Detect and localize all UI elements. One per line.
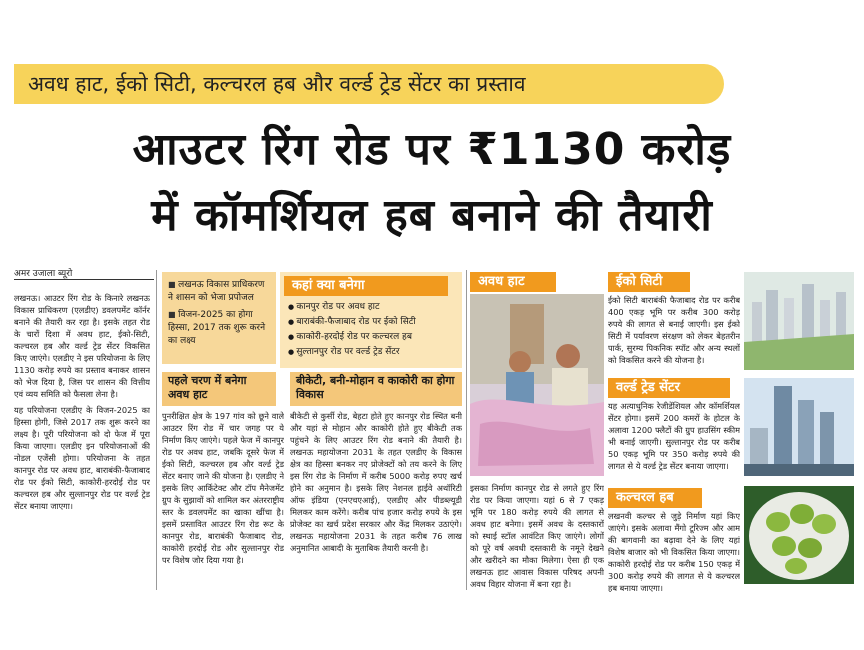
- kicker-banner: [14, 64, 724, 104]
- eco-city-art: [744, 272, 854, 370]
- lead-paragraph-2: यह परियोजना एलडीए के विजन-2025 का हिस्सा होगी, जिसे 2017 तक शुरू करने का लक्ष्य है। पूरी परियोजना को दो फेज में पूरा किया जाएगा। एलडीए इन परियोजनाओं की नोडल एजेंसी होगा। परियोजना के तहत कानपुर रोड पर अवध हाट, बाराबंकी-फैजाबाद रोड पर ईको सिटी, काकोरी-हरदोई रोड पर कल्चरल हब और सुल्तानपुर रोड पर वर्ल्ड ट्रेड सेंटर बनाया जाएगा।: [14, 405, 150, 511]
- wtc-body: यह अत्याधुनिक रेजीडेंशियल और कॉमर्शियल सेंटर होगा। इसमें 200 कमरों के होटल के अलावा 1200 फ्लैटों की ग्रुप हाउसिंग स्कीम भी बनाई जाएगी। सुल्तानपुर रोड पर करीब 50 एकड़ भूमि पर 350 करोड़ रुपये की लागत से ये वर्ल्ड ट्रेड सेंटर बनाया जाएगा।: [608, 401, 740, 471]
- phase1-header: [162, 372, 276, 406]
- kicker-text: अवध हाट, ईको सिटी, कल्चरल हब और वर्ल्ड ट्रेड सेंटर का प्रस्ताव: [28, 72, 526, 96]
- bkt-title: बीकेटी, बनी-मोहान व काकोरी का होगा विकास: [296, 374, 455, 401]
- culture-tag: कल्चरल हब: [608, 488, 702, 508]
- where-tag: कहां क्या बनेगा: [284, 276, 448, 296]
- mangoes-photo: [744, 486, 854, 584]
- note-item: ■ लखनऊ विकास प्राधिकरण ने शासन को भेजा प्रपोजल: [168, 278, 272, 305]
- culture-body: लखनवी कल्चर से जुड़े निर्माण यहां किए जाएंगे। इसके अलावा मैंगो टूरिज्म और आम की बागवानी का बढ़ावा देने के लिए यहां विशेष बाजार को भी विकसित किया जाएगा। काकोरी हरदोई रोड पर करीब 150 एकड़ में 300 करोड़ रुपये की लागत से ये कल्चरल हब बनाया जाएगा।: [608, 511, 740, 592]
- bkt-header: [290, 372, 462, 406]
- notes-box: [162, 272, 276, 364]
- eco-body: ईको सिटी बाराबंकी फैजाबाद रोड पर करीब 400 एकड़ भूमि पर करीब 300 करोड़ रुपये की लागत से बनाई जाएगी। इस ईको सिटी में पर्यावरण संरक्षण को लेकर बेहतरीन पार्क, सुरम्य पिकनिक स्पॉट और अन्य स्थलों को विकसित करने की योजना है।: [608, 295, 740, 365]
- where-item: ● सुल्तानपुर रोड पर वर्ल्ड ट्रेड सेंटर: [288, 345, 460, 360]
- awadh-tag: अवध हाट: [470, 272, 556, 292]
- artisans-photo: [470, 294, 604, 476]
- column-divider: [156, 270, 157, 590]
- bkt-body: बीकेटी से कुर्सी रोड, बेहटा होते हुए कानपुर रोड स्थित बनी और यहां से मोहान और काकोरी होते हुए बीकेटी तक पहुंचने के लिए आउटर रिंग रोड बनाने की तैयारी है। लखनऊ महायोजना 2031 के तहत एलडीए के विकास क्षेत्र का हिस्सा बनकर नए प्रोजेक्टों को तय करने के लिए इस रिंग रोड के निर्माण में करीब 5000 करोड़ रुपए खर्च होने का अनुमान है। इसके लिए नेशनल हाईवे अथॉरिटी ऑफ इंडिया (एनएचएआई), एलडीए और पीडब्ल्यूडी मिलकर काम करेंगे। करीब पांच हजार करोड़ रुपये के इस प्रोजेक्ट का खर्च प्रदेश सरकार और केंद्र मिलकर उठाएंगे। लखनऊ महायोजना 2031 के तहत करीब 76 लाख अनुमानित आबादी के मुताबिक तैयारी करनी है।: [290, 411, 462, 553]
- wtc-render: [744, 378, 854, 476]
- eco-city-render: [744, 272, 854, 370]
- awadh-body: इसका निर्माण कानपुर रोड से लगते हुए रिंग रोड पर किया जाएगा। यहां 6 से 7 एकड़ भूमि पर 180 करोड़ रुपये की लागत से अवध हाट बनेगा। इसमें अवध के दस्तकारों को स्थाई स्टॉल आवंटित किए जाएंगे। लोगों को पूरे वर्ष अवधी दस्तकारी के नमूने देखने और खरीदने का मौका मिलेगा। ऐसा ही एक लखनऊ हाट आवास विकास परिषद अपनी अवध विहार योजना में बना रहा है।: [470, 483, 604, 589]
- divider: [14, 279, 154, 280]
- byline: अमर उजाला ब्यूरो: [14, 269, 73, 279]
- lead-paragraph-1: लखनऊ। आउटर रिंग रोड के किनारे लखनऊ विकास प्राधिकरण (एलडीए) डवलपमेंट कॉर्नर बनाने की तैयारी कर रहा है। इसके तहत रोड के चारों दिशा में अवध हाट, ईको-सिटी, कल्चरल हब और वर्ल्ड ट्रेड सेंटर विकसित किए जाएंगे। एलडीए ने इस परियोजना के लिए 1130 करोड़ रुपये का प्रस्ताव बनाकर शासन को भेज दिया है, जिस पर शासन की वित्तीय एवं व्यय समिति को फैसला लेना है।: [14, 293, 150, 399]
- mangoes-art: [744, 486, 854, 584]
- note-item: ■ विजन-2025 का होगा हिस्सा, 2017 तक शुरू करने का लक्ष्य: [168, 308, 272, 348]
- wtc-art: [744, 378, 854, 476]
- wtc-tag: वर्ल्ड ट्रेड सेंटर: [608, 378, 730, 398]
- phase1-title: पहले चरण में बनेगा अवध हाट: [168, 374, 247, 401]
- where-box: [280, 272, 462, 368]
- artisans-photo-art: [470, 294, 604, 476]
- column-divider: [466, 270, 467, 590]
- phase1-body: पुनरीक्षित क्षेत्र के 197 गांव को छूने वाले आउटर रिंग रोड में चार जगह पर ये निर्माण किए जाएंगे। पहले फेज में कानपुर रोड पर अवध हाट, जबकि दूसरे फेज में ईको सिटी, कल्चरल हब और वर्ल्ड ट्रेड सेंटर बनाए जाने की योजना है। एलडीए ने इसके लिए आर्किटेक्ट और टॉप मैनेजमेंट ग्रुप के सुझावों को शामिल कर अंतरराष्ट्रीय स्तर के डवलपमेंट का खाका खींचा है। इसमें प्रस्तावित आउटर रिंग रोड रूट के कानपुर रोड, बाराबंकी फैजाबाद रोड, काकोरी हरदोई रोड और सुल्तानपुर रोड पर विशेष जोर दिया गया है।: [162, 411, 284, 565]
- where-item: ● काकोरी-हरदोई रोड पर कल्चरल हब: [288, 330, 460, 345]
- where-item: ● बाराबंकी-फैजाबाद रोड पर ईको सिटी: [288, 315, 460, 330]
- headline-line-2: में कॉमर्शियल हब बनाने की तैयारी: [151, 190, 713, 241]
- eco-tag: ईको सिटी: [608, 272, 690, 292]
- where-item: ● कानपुर रोड पर अवध हाट: [288, 300, 460, 315]
- headline-line-1: आउटर रिंग रोड पर ₹1130 करोड़: [132, 124, 732, 175]
- lead-column: [14, 292, 150, 582]
